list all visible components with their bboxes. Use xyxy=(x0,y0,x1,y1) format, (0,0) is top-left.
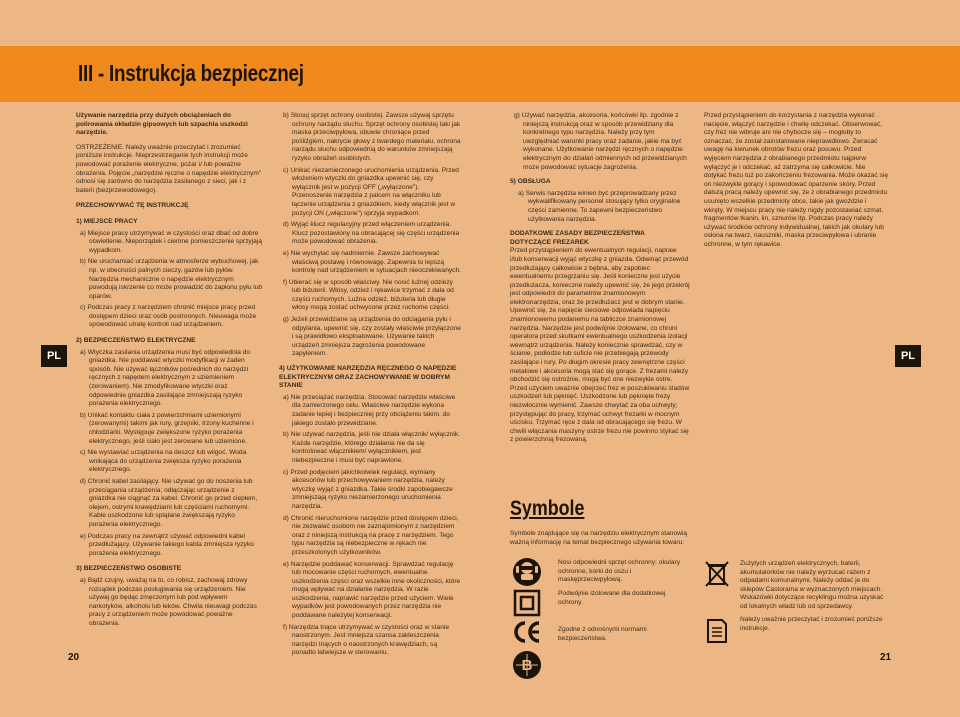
manual-row xyxy=(704,616,888,646)
section-4-item: a) Nie przeciążać narzędzia. Stosować narzędzie właściwe dla zamierzonego celu. Właściwe narzędzie wykona zadanie lepiej i bezpieczniej przy obciążeniu takim, do jakiego zostało przewidziane. xyxy=(283,393,456,427)
section-4-item: e) Narzędzie poddawać konserwacji. Sprawdzać regulację lub mocowanie części ruchomych, ewentualne uszkodzenia części oraz wszelkie inne okoliczności, które mogą wpływać na działanie narzędzia. W razie uszkodzenia, naprawić narzędzie przed użyciem. Wiele wypadków jest powodowanych przez narzędzia nie poddawane należytej konserwacji. xyxy=(283,560,461,620)
weee-bin-icon xyxy=(704,560,730,588)
extra-rules-heading-line2: DOTYCZĄCE FREZAREK xyxy=(510,238,589,246)
section-3-item: e) Nie wychylać się nadmiernie. Zawsze zachowywać właściwą postawę i równowagę. Zapewnia to lepszą kontrolę nad urządzeniem w sytuacjach nieoczekiwanych. xyxy=(283,249,461,275)
extra-rules-heading-line1: DODATKOWE ZASADY BEZPIECZEŃSTWA xyxy=(510,230,645,238)
keep-instructions-heading: PRZECHOWYWAĆ TĘ INSTRUKCJĘ xyxy=(76,202,189,210)
column-1 xyxy=(76,112,262,631)
column-4 xyxy=(704,112,888,253)
symbol-text: Nosi odpowiedni sprzęt ochronny: okulary ochronne, korki do uszu i maskęprzeciwpyłową. xyxy=(558,559,681,584)
section-3-heading: 3) BEZPIECZEŃSTWO OSOBISTE xyxy=(76,565,182,573)
symbol-row xyxy=(510,588,690,620)
section-3-item: d) Wyjąć klucz regulacyjny przed włączeniem urządzenia. Klucz pozostawiony na obracającej się części urządzenia może powodować obrażenia. xyxy=(283,221,460,246)
column-3 xyxy=(510,112,690,448)
section-3-item: b) Stosuj sprzęt ochrony osobistej. Zawsze używaj sprzętu ochrony narządu słuchu. Sprzęt ochrony osobistej taki jak maska przeciwpyłowa, obuwie chroniące przed pośliźgiem, nakrycie głowy z twardego materiału, ochrona narządu słuchu odpowiednią do warunków zmniejszają ryzyko obrażeń osobistych. xyxy=(283,112,461,162)
section-2-item: d) Chronić kabel zasilający. Nie używać go do noszenia lub przeciągania urządzenia; odłączając urządzenie z gniazdka nie ciągnąć za kabel. Chronić go przed ciepłem, olejem, ostrymi krawędziami lub częściami ruchomymi. Kable uszkodzone lub splątane zwiększają ryzyko porażenia elektrycznego. xyxy=(80,477,258,528)
extra-rules-body: Przed przystąpieniem do ewentualnych regulacji, napraw i/lub konserwacji wyjąć wtyczkę z gniazda. Odwinąć przewód przedłużający całkowicie z bębna, aby zapobiec ewentualnemu przegrzaniu się. Jeśli konieczne jest użycie przedłużacza, konieczne należy upewnić się, że jego przekrój jest odpowiedni do parametrów znamionowym elektronarzędzia, oraz że przedłużacz jest w dobrym stanie. Upewnić się, że napięcie sieciowe odpowiada napięciu znamionowemu podanemu na tabliczce znamionowej narzędzia. Narzędzie jest podwójnie izolowane, co chroni operatora przed skutkami ewentualnego uszkodzenia izolacji wewnątrz urządzenia. Należy koniecznie sprawdzać, czy w ścianie, podłodze lub suficie nie przebiegają przewody zasilające i rury. Po długim okresie pracy zewnętrzne części metalowe i akcesoria mogą stać się gorące. Z frezami należy obchodzić się ostrożnie, mogą być one niezwykle ostre. Przed użyciem uważnie obejrzeć frez w poszukiwaniu śladów uszkodzeń lub pęknięć. Uszkodzone lub pęknięte frezy niezwłocznie wymienić. Zawsze chwytać za oba uchwyty; przystępując do pracy, trzymać uchwyt frezarki w mocnym uścisku. Trzymać ręce z dala od obracającego się frezu. W chwili włączania maszyny ostrze frezu nie powinno stykać się z powierzchnią frezowaną. xyxy=(510,247,690,444)
section-5-heading: 5) OBSŁUGA xyxy=(510,178,551,186)
read-manual-icon xyxy=(704,616,730,644)
symbole-intro: Symbole znajdujące się na narzędziu elektrycznym stanowią ważną informację na temat bezpiecznego używania towaru: xyxy=(510,530,688,546)
section-4-item: f) Narzędzia tnące utrzymywać w czystości oraz w stanie naostrzonym. Jest mniejsza szansa zakleszczenia narzędzi tnących o naostrzonych krawędziach, są ponadto łatwiejsze w sterowaniu. xyxy=(283,623,449,657)
symbol-row xyxy=(510,557,690,589)
symbol-text: Należy uważnie przeczytać i zrozumieć poniższe instrukcje. xyxy=(740,616,883,632)
symbol-row xyxy=(510,617,690,649)
weee-row xyxy=(704,560,888,620)
section-5-item: a) Serwis narzędzia winien być przeprowadzany przez wykwalifikowany personel stosujący tylko oryginalne części zamienne. To zapewni bezpieczeństwo użytkowania narzędzia. xyxy=(518,189,681,223)
section-2-heading: 2) BEZPIECZEŃSTWO ELEKTRYCZNE xyxy=(76,337,196,345)
section-4-item: g) Używać narzędzia, akcesoria, końcówki itp. zgodnie z niniejszą instrukcją oraz w sposób przewidziany dla konkretnego typu narzędzia. Należy przy tym uwzględniać warunki pracy oraz zadanie, jakie ma być wykonane. Użytkowanie narzędzi ręcznych o napędzie elektrycznym do działań odmiennych od przewidzianych może powodować sytuacje zagrożenia. xyxy=(514,112,687,171)
extra-rules-heading xyxy=(510,230,690,247)
symbol-text: Podwójnie izolowane dla dodatkowej ochrony. xyxy=(558,590,666,606)
page-title: III - Instrukcja bezpiecznej xyxy=(78,60,304,86)
router-rules-body: Przed przystąpieniem do korzystania z narzędzia wykonać nacięcie, włączyć narzędzie i chwilę odczekać. Obserwować, czy frez nie wibruje ani nie chybocze się – mogłoby to oznaczać, że został zainstalowane nieprawidłowo. Zwracać uwagę na kierunek obrotów frezu oraz posuwu. Przed wyjęciem narzędzia z obrabianego przedmiotu najpierw wyłączyć je i odczekać, aż zatrzyma się całkowicie. Nie dotykać frezu tuż po zakończeniu frezowania. Może okazać się on niezwykle gorący i spowodować oparzenie skóry. Przed dalszą pracą należy upewnić się, że z obrabianego przedmiotu usunięto wszelkie przedmioty obce, takie jak gwoździe i wkręty. W miejscu pracy nie należy nigdy pozostawiać szmat, fragmentów tkanin, lin, sznurów itp. Podczas pracy należy używać środków ochrony indywidualnej, takich jak okulary lub osłona na twarz, nauszniki, maska przeciwpyłowa i ubranie ochronne, w tym rękawice. xyxy=(704,112,888,248)
svg-text:B: B xyxy=(521,657,533,674)
intro-paragraph: Używanie narzędzia przy dużych obciążeniach do polirowania okładzin gipsowych lub szpachla uszkodzi narzędzie. xyxy=(76,112,248,137)
column-2 xyxy=(279,112,461,661)
section-4-item: b) Nie używać narzędzia, jeśli nie działa włącznik/ wyłącznik. Każde narzędzie, którego działania nie da się kontrolować włącznikiem/ wyłącznikiem, jest niebezpieczne i musi być naprawione. xyxy=(283,431,461,464)
section-1-item: a) Miejsce pracy utrzymywać w czystości oraz dbać od dobre oświetlenie. Nieporządek i ciemne pomieszczenie sprzyjają wypadkom. xyxy=(80,229,262,254)
symbol-text: Zużytych urządzeń elektrycznych, baterii, akumulatorków nie należy wyrzucać razem z odpadami komunalnymi. Należy oddać je do sklepów Castorama w wyznaczonych miejscach. Wskazówki dotyczące recyklingu można uzyskać od lokalnych władz lub od sprzedawcy. xyxy=(740,560,884,610)
symbol-row xyxy=(510,650,690,682)
double-insulation-icon xyxy=(512,588,542,618)
section-3-item: g) Jeżeli przewidziane są urządzenia do odciągania pyłu i odpylania, upewnić się, czy zostały właściwie przyłączone i są prawidłowo eksploatowane. Używanie takich urządzeń zmniejsza zagrożenia powodowane zapyleniem. xyxy=(283,316,461,358)
section-1-heading: 1) MIEJSCE PRACY xyxy=(76,217,138,225)
language-tab-right: PL xyxy=(895,345,921,367)
ce-mark-icon xyxy=(512,617,542,647)
section-2-item: a) Wtyczka zasilania urządzenia musi być odpowiednia do gniazdka. Nie poddawać wtyczki modyfikacji w żaden sposób. Nie używać łączników pośrednich do narzędzi ręcznych z napędem elektrycznym z uziemieniem (zerowaniem). Nie zmodyfikowane wtyczki oraz odpowiednie gniazdka zasilające zmniejszają ryzyko porażenia elektrycznego. xyxy=(80,348,251,408)
section-1-item: b) Nie uruchamiać urządzenia w atmosferze wybuchowej, jak np. w obecności palnych cieczy, gazów lub pyłów. Narzędzia mechaniczne o napędzie elektrycznym powodują iskrzenie co może prowadzić do zapłonu pyłu lub oparów. xyxy=(80,258,263,300)
section-4-heading: 4) UŻYTKOWANIE NARZĘDZIA RĘCZNEGO O NAPĘDZIE ELEKTRYCZNYM ORAZ ZACHOWYWANIE W DOBRYM STANIE xyxy=(279,365,457,390)
section-3-item: f) Ubierać się w sposób właściwy. Nie nosić luźnej odzieży lub biżuterii. Włosy, odzież i rękawice trzymać z dala od części ruchomych. Luźna odzież, biżuteria lub długie włosy mogą zostać uchwycone przez ruchome części. xyxy=(283,278,454,312)
symbol-text: Zgodne z odnośnymi normami bezpieczeństwa. xyxy=(558,626,647,642)
section-2-item: b) Unikać kontaktu ciała z powierzchniami uziemionymi (zerowanymi) takimi jak rury, grzejniki, trzony kuchenne i chłodziarki. Występuje zwiększone ryzyko porażenia elektrycznego, jeśli ciało jest zerowane lub uziemione. xyxy=(80,411,254,445)
warning-paragraph: OSTRZEŻENIE. Należy uważnie przeczytać i zrozumieć poniższe instrukcje. Nieprzestrzeganie tych instrukcji może powodować porażenie elektryczne, pożar i/ lub poważne obrażenia. Pojęcie „narzędzie ręczne o napędzie elektrycznym" odnosi się zarówno do narzędzia zasilanego z sieci, jak i z baterii (bezprzewodowego). xyxy=(76,143,262,194)
section-2-item: c) Nie wystawiać urządzenia na deszcz lub wilgoć. Woda wnikająca do urządzenia zwiększa ryzyko porażenia elektrycznego. xyxy=(80,449,247,474)
section-4-item: c) Przed podjęciem jakichkolwiek regulacji, wymiany akcesoriów lub przechowywaniem narzędzia, należy wtyczkę wyjąć z gniazdka. Takie środki zapobiegawcze zmniejszają ryzyko niezamierzonego uruchomienia narzędzia. xyxy=(283,468,453,510)
section-4-item: d) Chronić nieruchomione narzędzie przed dostępem dzieci, nie zezwalać osobom nie zaznajomionym z narzędziem oraz z niniejszą instrukcją na pracę z narzędziem. Tego typu narzędzia są niebezpieczne w rękach nie przeszkolonych użytkowników. xyxy=(283,514,459,556)
section-1-item: c) Podczas pracy z narzędziem chronić miejsce pracy przed dostępem dzieci oraz osób postronnych. Nieuwaga może spowodować utratę kontroli nad urządzeniem. xyxy=(80,304,257,329)
symbole-heading: Symbole xyxy=(510,497,585,520)
section-2-item: e) Podczas pracy na zewnątrz używać odpowiedni kabel przedłużający. Używanie takiego kabla zmniejsza ryzyko porażenia elektrycznego. xyxy=(80,532,254,557)
section-3-item: c) Unikać niezamierzonego uruchomienia urządzenia. Przed włożeniem wtyczki do gniazdka upewnić się, czy wyłącznik jest w pozycji OFF („wyłączone"). Przenoszenie narzędzia z palcem na włączniku lub łączenie urządzenia z gniazdkiem, kiedy włącznik jest w pozycji ON („włączone") sprzyja wypadkom. xyxy=(283,166,459,217)
b-icon xyxy=(512,650,542,680)
protective-gear-icon xyxy=(512,557,542,587)
section-3-item: a) Bądź czujny, uważaj na to, co robisz, zachowaj zdrowy rozsądek podczas posługiwania się urządzeniem. Nie używaj go będąc zmęczonym lub pod wpływem narkotyków, alkoholu lub leków. Chwila nieuwagi podczas pracy z urządzeniem może powodować poważne obrażenia. xyxy=(80,576,257,627)
page-number-left: 20 xyxy=(68,652,80,663)
language-tab-left: PL xyxy=(41,345,67,367)
page-number-right: 21 xyxy=(880,652,892,663)
